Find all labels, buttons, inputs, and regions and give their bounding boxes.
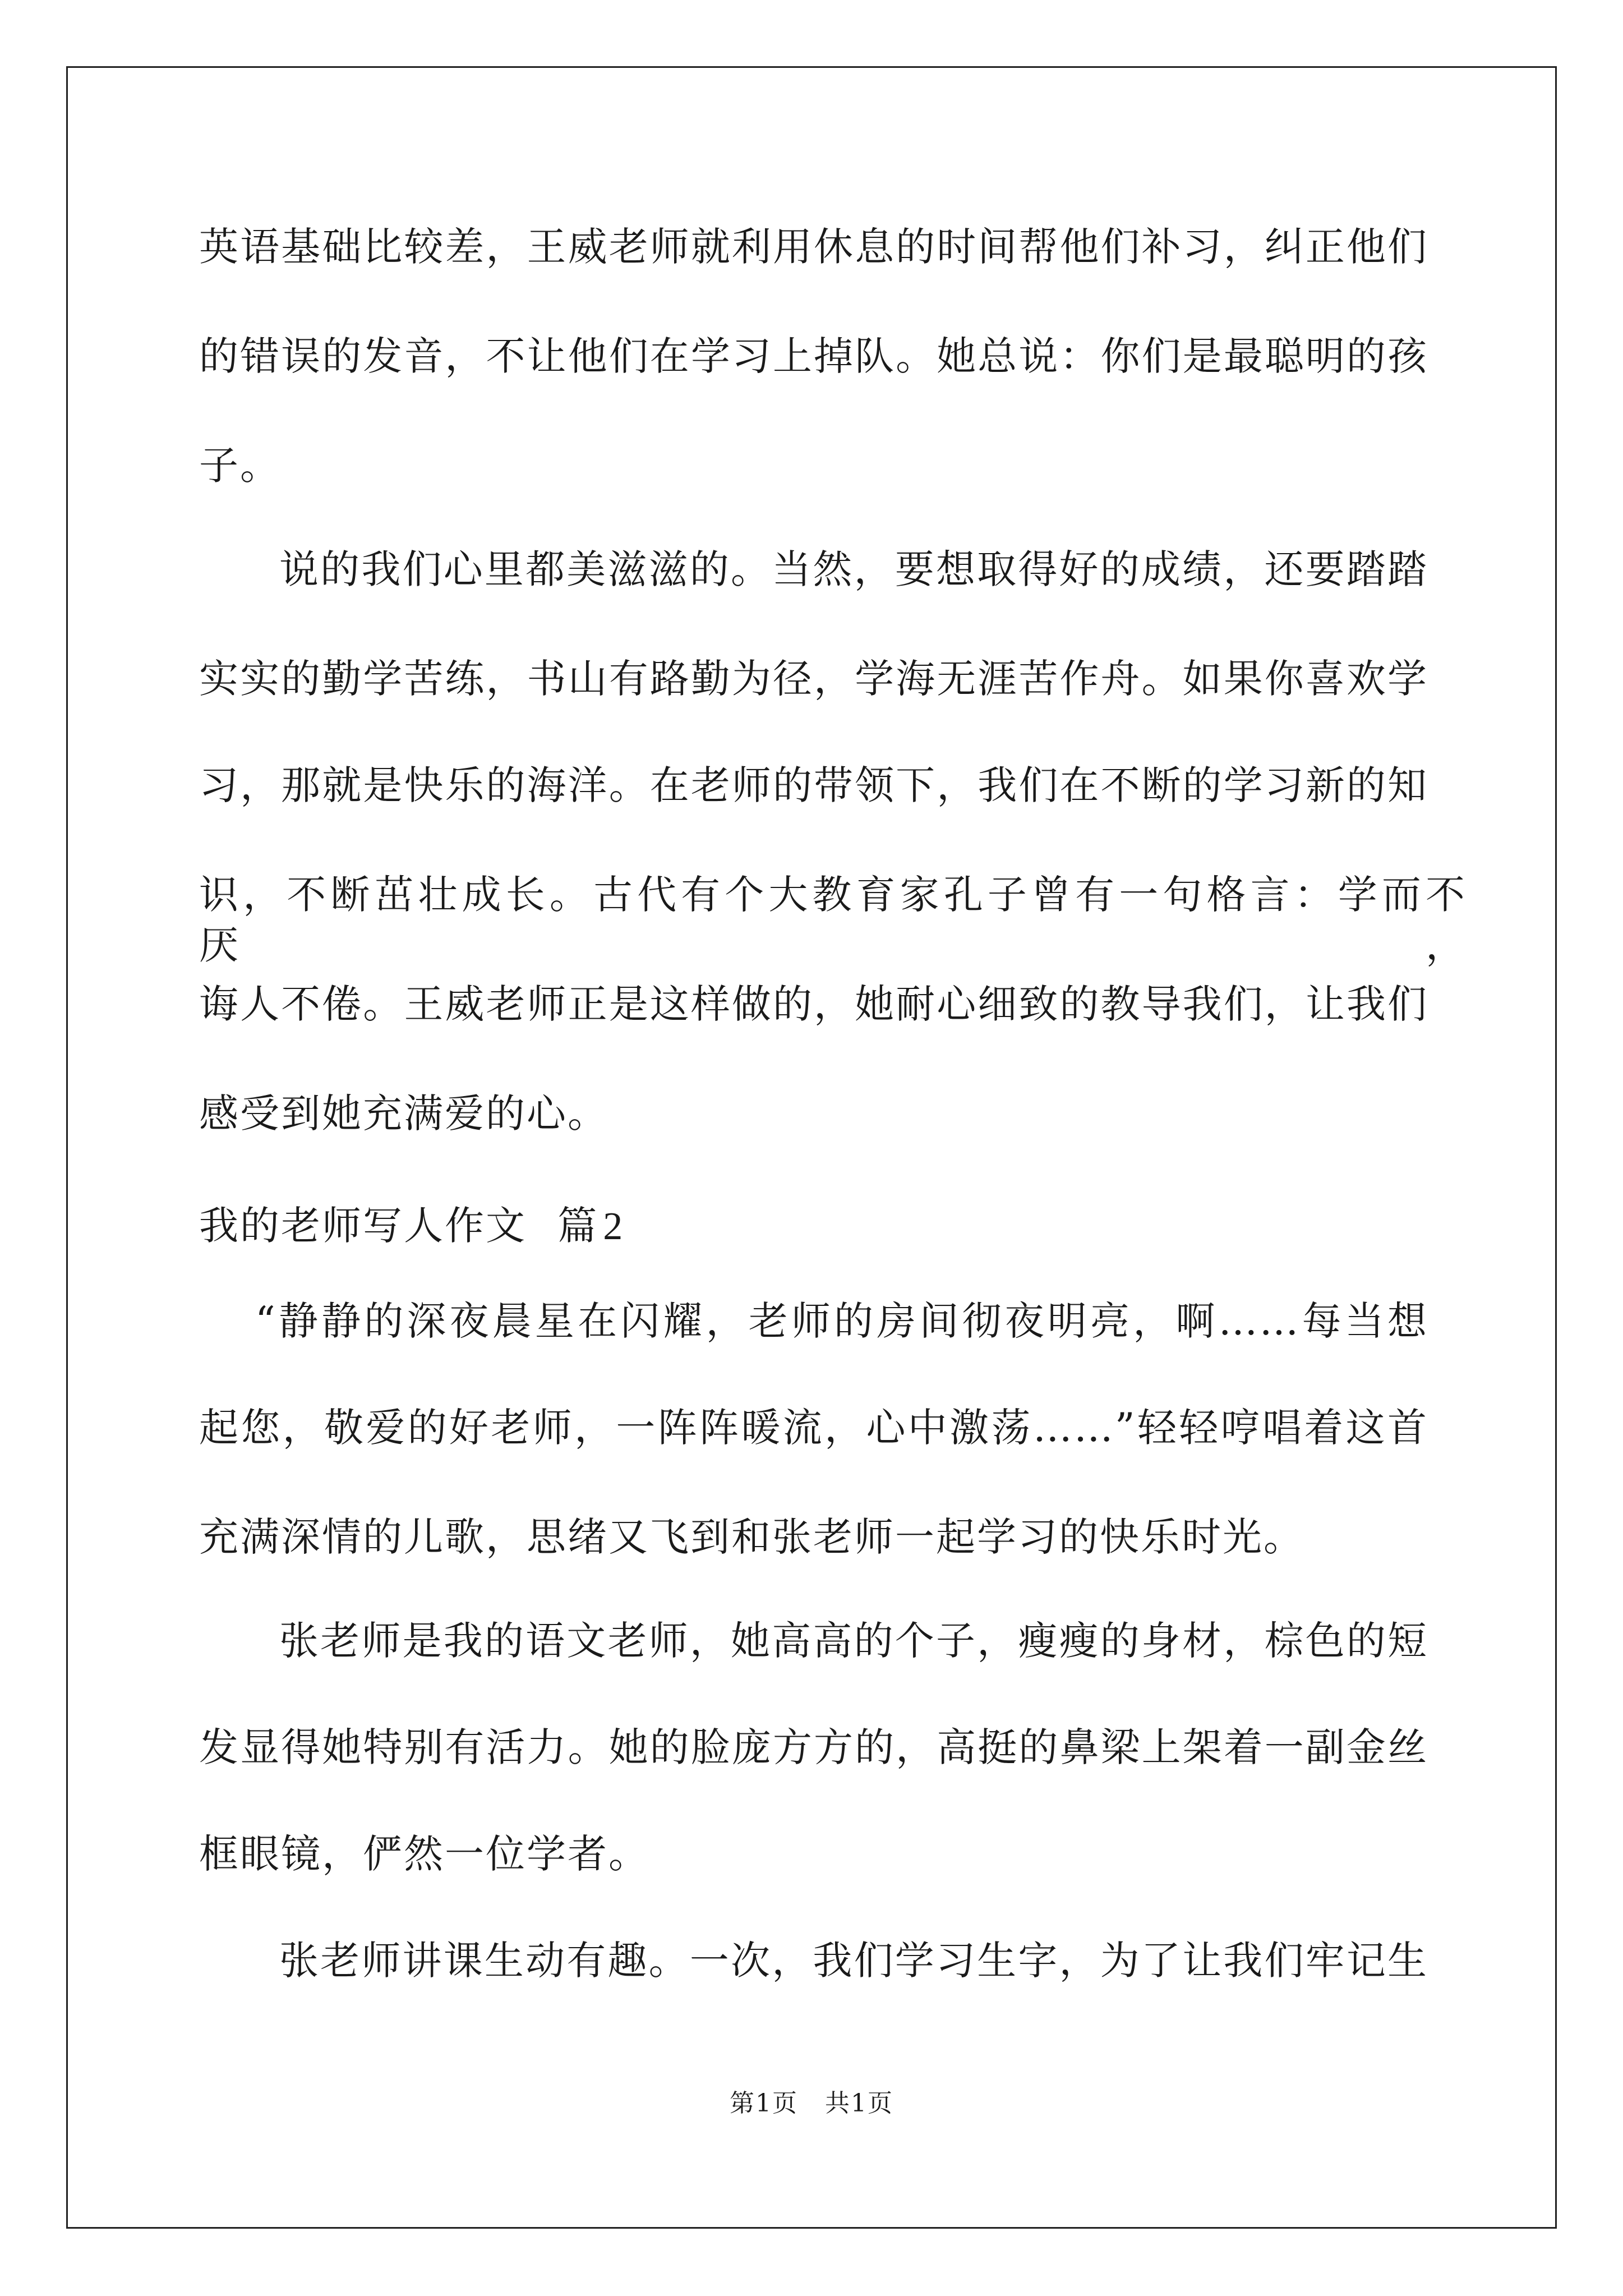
paragraph-2-line-6: 感受到她充满爱的心。 [199,1091,608,1137]
heading-number: 2 [603,1205,625,1248]
paragraph-1-line-1: 英语基础比较差，王威老师就利用休息的时间帮他们补习，纠正他们 [199,224,1428,270]
paragraph-3-line-1: “静静的深夜晨星在闪耀，老师的房间彻夜明亮，啊……每当想 [255,1298,1428,1344]
heading-title: 我的老师写人作文 [199,1203,527,1249]
paragraph-2-line-4: 识，不断茁壮成长。古代有个大教育家孔子曾有一句格言：学而不厌， [199,872,1467,968]
paragraph-3-line-3: 充满深情的儿歌，思绪又飞到和张老师一起学习的快乐时光。 [199,1514,1304,1560]
page-footer [0,2088,1623,2119]
paragraph-2-line-2: 实实的勤学苦练，书山有路勤为径，学海无涯苦作舟。如果你喜欢学 [199,656,1428,702]
paragraph-2-line-1: 说的我们心里都美滋滋的。当然，要想取得好的成绩，还要踏踏 [279,546,1428,592]
paragraph-2-line-3: 习，那就是快乐的海洋。在老师的带领下，我们在不断的学习新的知 [199,762,1428,808]
paragraph-4-line-1: 张老师是我的语文老师，她高高的个子，瘦瘦的身材，棕色的短 [279,1618,1428,1664]
paragraph-5-line-1: 张老师讲课生动有趣。一次，我们学习生字，为了让我们牢记生 [279,1938,1428,1984]
page-total: 共1页 [825,2089,893,2118]
paragraph-3-line-2: 起您，敬爱的好老师，一阵阵暖流，心中激荡……”轻轻哼唱着这首 [199,1405,1428,1451]
paragraph-1-line-2: 的错误的发音，不让他们在学习上掉队。她总说：你们是最聪明的孩 [199,333,1428,379]
section-heading [199,1200,624,1252]
paragraph-4-line-2: 发显得她特别有活力。她的脸庞方方的，高挺的鼻梁上架着一副金丝 [199,1724,1428,1770]
paragraph-2-line-5: 诲人不倦。王威老师正是这样做的，她耐心细致的教导我们，让我们 [199,981,1428,1027]
heading-label: 篇 [557,1203,599,1249]
paragraph-4-line-3: 框眼镜，俨然一位学者。 [199,1831,649,1877]
page-border [66,66,1557,2229]
paragraph-1-line-3: 子。 [199,443,281,489]
page-number: 第1页 [730,2089,798,2118]
